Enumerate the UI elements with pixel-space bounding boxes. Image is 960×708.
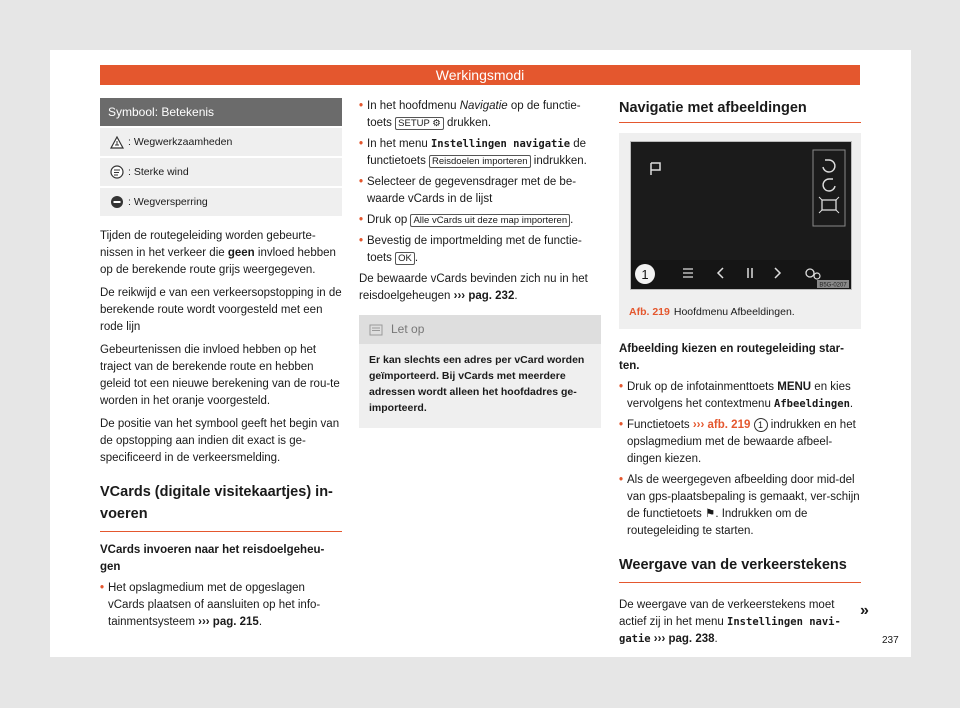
chapter-header: Werkingsmodi xyxy=(100,65,860,85)
symbol-table-header: Symbool: Betekenis xyxy=(100,98,342,126)
note-box xyxy=(359,315,601,428)
function-key: Reisdoelen importeren xyxy=(429,155,531,168)
paragraph: De bewaarde vCards bevinden zich nu in het reisdoelgeheugen ››› pag. 232. xyxy=(359,273,588,302)
page-reference[interactable]: ››› pag. 238 xyxy=(650,633,715,645)
warning-triangle-icon xyxy=(110,136,124,149)
section-heading: Weergave van de verkeerstekens xyxy=(619,554,861,583)
bullet-item: • Het opslagmedium met de opgeslagen vCards plaatsen of aansluiten op het info-tainmentsysteem ››› pag. 215. xyxy=(100,580,342,631)
gear-icon: ⚙ xyxy=(432,118,441,129)
symbol-row xyxy=(100,158,342,186)
page-reference[interactable]: ››› pag. 232 xyxy=(453,290,515,302)
figure-caption: Afb. 219 Hoofdmenu Afbeeldingen. xyxy=(629,306,795,318)
note-text: Er kan slechts een adres per vCard worden geïmporteerd. Bij vCards met meerdere adressen wordt alleen het hoofdadres ge-importeerd. xyxy=(369,354,585,414)
bullet-item: • In het menu Instellingen navigatie de functietoets Reisdoelen importeren indrukken. xyxy=(359,136,601,170)
bullet-item: • In het hoofdmenu Navigatie op de functie-toets SETUP ⚙ drukken. xyxy=(359,98,601,132)
page-reference[interactable]: ››› pag. 215 xyxy=(198,616,259,628)
flag-icon: ⚑ xyxy=(705,508,716,520)
page-number: 237 xyxy=(882,635,899,646)
paragraph: De positie van het symbool geeft het begin van de opstopping aan indien dit exact is ge-specificeerd in de verkeersmelding. xyxy=(100,418,340,464)
bullet-item: • Bevestig de importmelding met de functie-toets OK . xyxy=(359,233,601,267)
symbol-label: : Sterke wind xyxy=(128,165,189,178)
subsection-heading: VCards invoeren naar het reisdoelgeheu-gen xyxy=(100,544,325,573)
symbol-row xyxy=(100,188,342,216)
symbol-label: : Wegversperring xyxy=(128,195,208,208)
note-header: Let op xyxy=(359,315,601,344)
column-1 xyxy=(100,98,342,635)
symbol-table xyxy=(100,98,342,216)
menu-key: MENU xyxy=(777,381,812,393)
section-heading: VCards (digitale visitekaartjes) in-voeren xyxy=(100,481,342,532)
setup-key: SETUP ⚙ xyxy=(395,117,444,130)
callout-1-icon xyxy=(635,264,655,284)
column-3 xyxy=(619,98,861,654)
infotainment-screen xyxy=(630,141,852,290)
note-icon xyxy=(369,324,383,336)
section-heading: Navigatie met afbeeldingen xyxy=(619,98,861,123)
subsection-heading: Afbeelding kiezen en routegeleiding star-ten. xyxy=(619,343,844,372)
bullet-item: • Druk op Alle vCards uit deze map importeren . xyxy=(359,212,601,229)
svg-text:1: 1 xyxy=(641,267,649,282)
bullet-item: • Druk op de infotainmenttoets MENU en kies vervolgens het contextmenu Afbeeldingen. xyxy=(619,379,861,413)
symbol-row xyxy=(100,128,342,156)
paragraph: De reikwijd e van een verkeersopstopping in de berekende route wordt voorgesteld met een rode lijn xyxy=(100,287,342,333)
callout-marker: 1 xyxy=(754,418,768,432)
paragraph: De weergave van de verkeerstekens moet actief zij in het menu Instellingen navi-gatie ››› pag. 238. xyxy=(619,599,841,645)
column-2 xyxy=(359,98,601,428)
bullet-item: • Functietoets ››› afb. 219 1 indrukken en het opslagmedium met de bewaarde afbeel-dingen kiezen. xyxy=(619,417,861,468)
ok-key: OK xyxy=(395,252,415,265)
paragraph: Tijden de routegeleiding worden gebeurte-nissen in het verkeer die geen invloed hebben op de berekende route grijs weergegeven. xyxy=(100,230,336,276)
figure-number: Afb. 219 xyxy=(629,306,670,318)
no-entry-icon xyxy=(110,195,124,209)
bullet-item: • Selecteer de gegevensdrager met de be-waarde vCards in de lijst xyxy=(359,174,601,208)
bullet-item: • Als de weergegeven afbeelding door mid-del van gps-plaatsbepaling is gemaakt, ver-schijn de functietoets ⚑. Indrukken om de routegeleiding te starten. xyxy=(619,472,861,540)
function-key: Alle vCards uit deze map importeren xyxy=(410,214,570,227)
paragraph: Gebeurtenissen die invloed hebben op het traject van de berekende route en hebben geleid tot een nieuwe berekening van de rou-te worden in het oranje voorgesteld. xyxy=(100,344,340,407)
wind-icon xyxy=(110,165,124,179)
figure-reference[interactable]: ››› afb. 219 xyxy=(692,419,751,431)
continue-marker: » xyxy=(860,602,869,619)
figure xyxy=(619,133,861,329)
figure-code: B5G-0207 xyxy=(819,282,847,289)
symbol-label: : Wegwerkzaamheden xyxy=(128,135,233,148)
